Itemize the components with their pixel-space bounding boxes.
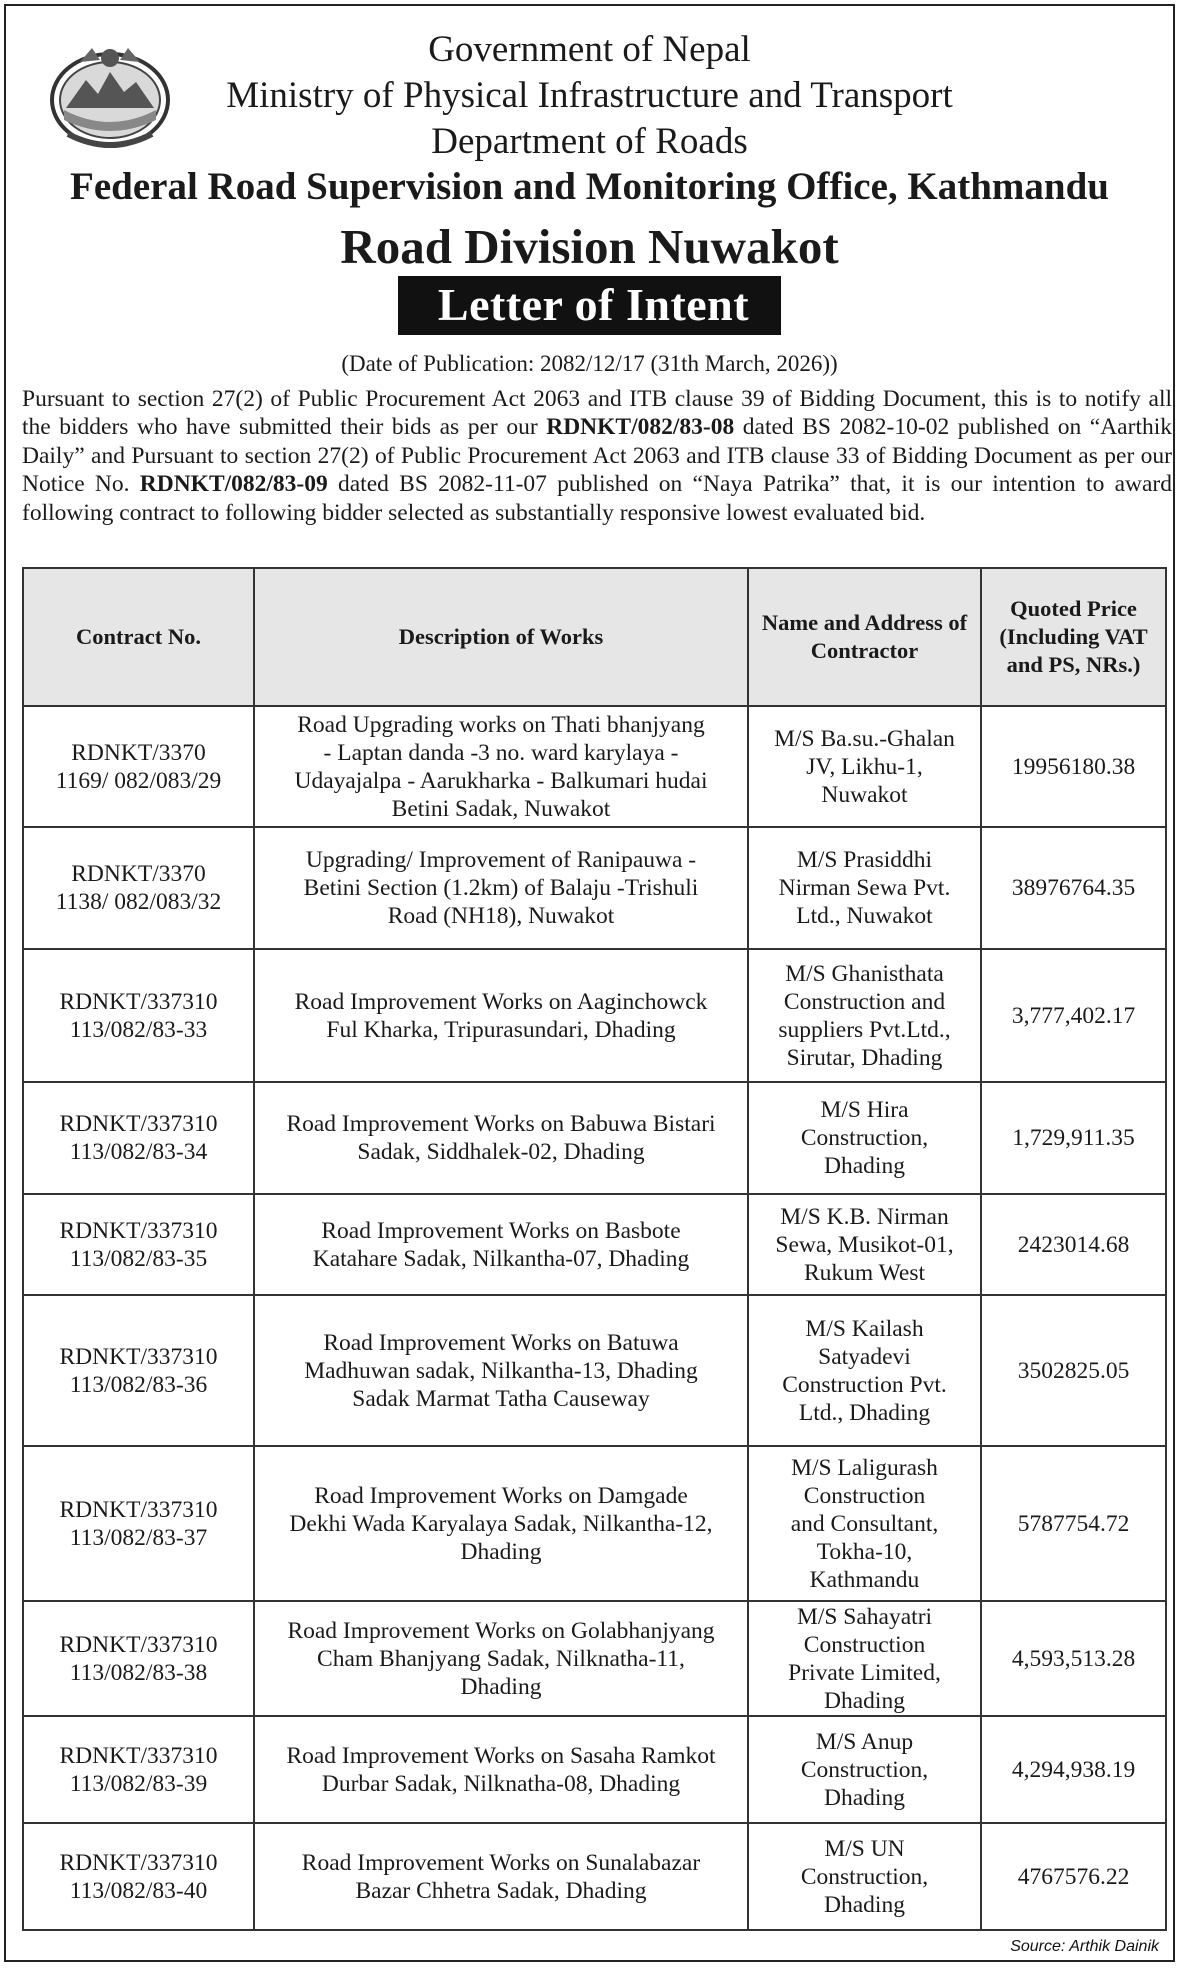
cell-contractor-line: Rukum West bbox=[803, 1259, 926, 1286]
cell-description bbox=[254, 827, 748, 949]
intro-paragraph bbox=[22, 385, 1172, 527]
cell-contractor-line: Kathmandu bbox=[809, 1566, 920, 1593]
cell-contract-no bbox=[23, 1194, 254, 1295]
cell-contractor-line: Dhading bbox=[824, 1687, 905, 1714]
cell-contract-no-line: 1169/ 082/083/29 bbox=[55, 767, 222, 794]
cell-contract-no-line: 113/082/83-38 bbox=[69, 1659, 208, 1686]
division-title: Road Division Nuwakot bbox=[340, 219, 839, 274]
cell-contract-no bbox=[23, 827, 254, 949]
notice-page bbox=[4, 4, 1175, 1962]
cell-description bbox=[254, 1082, 748, 1194]
cell-price: 5787754.72 bbox=[981, 1446, 1166, 1601]
cell-contractor-line: M/S Hira bbox=[820, 1097, 909, 1123]
intro-text-1: Pursuant to section 27(2) of Public Procurement Act 2063 and ITB clause 39 of Bidding Document, this is to notify all the bidders who have submitted their bids as per our bbox=[22, 386, 1172, 441]
cell-contract-no bbox=[23, 1082, 254, 1194]
cell-description-line: Cham Bhanjyang Sadak, Nilknatha-11, bbox=[317, 1645, 685, 1672]
cell-description-line: Upgrading/ Improvement of Ranipauwa - bbox=[305, 847, 697, 873]
cell-contractor-line: Sirutar, Dhading bbox=[786, 1044, 943, 1071]
cell-contractor-line: M/S Prasiddhi bbox=[796, 847, 933, 873]
table-row bbox=[23, 949, 1166, 1082]
office-line: Federal Road Supervision and Monitoring Office, Kathmandu bbox=[70, 165, 1109, 208]
cell-contractor-line: Dhading bbox=[824, 1784, 905, 1811]
cell-contractor bbox=[748, 1823, 981, 1930]
intro-text-2: dated BS 2082-10-02 published on “Aarthik Daily” and Pursuant to section 27(2) of Public Procurement Act 2063 and ITB clause 33 of Bidding Document as per our Notice No. bbox=[22, 414, 1172, 498]
cell-contractor-line: M/S Ba.su.-Ghalan bbox=[774, 725, 955, 752]
cell-description-line: Sadak Marmat Tatha Causeway bbox=[352, 1385, 650, 1412]
cell-contract-no-line: RDNKT/337310 bbox=[59, 1742, 218, 1769]
cell-contract-no-line: 113/082/83-37 bbox=[69, 1524, 208, 1551]
cell-price: 1,729,911.35 bbox=[981, 1082, 1166, 1194]
cell-description-line: Road Improvement Works on Batuwa bbox=[323, 1329, 679, 1356]
cell-price: 4,294,938.19 bbox=[981, 1716, 1166, 1823]
government-line: Government of Nepal bbox=[428, 29, 751, 70]
notice-title-banner bbox=[6, 276, 1173, 335]
award-table bbox=[22, 567, 1167, 1931]
cell-contractor-line: Construction bbox=[803, 1631, 926, 1658]
cell-contract-no-line: RDNKT/337310 bbox=[59, 1849, 218, 1876]
cell-description-line: Dhading bbox=[460, 1538, 542, 1565]
cell-contract-no-line: 1138/ 082/083/32 bbox=[55, 889, 222, 915]
cell-contractor-line: Ltd., Dhading bbox=[798, 1399, 931, 1426]
reference-number-2: RDNKT/082/83-09 bbox=[139, 471, 328, 498]
publication-date: (Date of Publication: 2082/12/17 (31th March, 2026)) bbox=[341, 351, 838, 376]
cell-description-line: Road Improvement Works on Damgade bbox=[314, 1482, 688, 1509]
cell-contractor-line: Nirman Sewa Pvt. bbox=[778, 875, 951, 901]
cell-contract-no bbox=[23, 1295, 254, 1446]
cell-contract-no-line: 113/082/83-40 bbox=[69, 1877, 208, 1904]
cell-contractor bbox=[748, 949, 981, 1082]
table-row bbox=[23, 706, 1166, 827]
cell-contractor-line: Construction, bbox=[800, 1863, 929, 1890]
source-credit: Source: Arthik Dainik bbox=[1010, 1938, 1159, 1955]
header-contract-no: Contract No. bbox=[23, 568, 254, 706]
cell-description bbox=[254, 706, 748, 827]
cell-contractor bbox=[748, 1716, 981, 1823]
cell-contractor bbox=[748, 1082, 981, 1194]
cell-contract-no-line: RDNKT/337310 bbox=[59, 1111, 218, 1137]
reference-number-1: RDNKT/082/83-08 bbox=[546, 414, 735, 441]
cell-contractor-line: Construction bbox=[803, 1482, 926, 1509]
cell-price: 38976764.35 bbox=[981, 827, 1166, 949]
cell-contractor-line: M/S K.B. Nirman bbox=[780, 1203, 949, 1230]
cell-contractor-line: M/S UN bbox=[824, 1835, 905, 1862]
table-row bbox=[23, 827, 1166, 949]
cell-contractor-line: Nuwakot bbox=[821, 781, 908, 808]
cell-contractor-line: M/S Laligurash bbox=[791, 1454, 938, 1481]
award-table-body bbox=[23, 706, 1166, 1930]
header-price: Quoted Price (Including VAT and PS, NRs.) bbox=[981, 568, 1166, 706]
table-row bbox=[23, 1194, 1166, 1295]
header-contractor: Name and Address of Contractor bbox=[748, 568, 981, 706]
cell-description-line: Road Improvement Works on Sunalabazar bbox=[301, 1849, 701, 1876]
cell-contractor-line: Tokha-10, bbox=[816, 1538, 913, 1565]
cell-description-line: Dhading bbox=[460, 1673, 542, 1700]
table-row bbox=[23, 1082, 1166, 1194]
header-description: Description of Works bbox=[254, 568, 748, 706]
cell-price: 19956180.38 bbox=[981, 706, 1166, 827]
cell-contract-no-line: RDNKT/337310 bbox=[59, 1496, 218, 1523]
cell-contractor bbox=[748, 1194, 981, 1295]
cell-description-line: - Laptan danda -3 no. ward karylaya - bbox=[323, 739, 679, 766]
cell-contract-no-line: RDNKT/3370 bbox=[71, 861, 206, 887]
cell-price: 4,593,513.28 bbox=[981, 1601, 1166, 1716]
table-row bbox=[23, 1601, 1166, 1716]
cell-contract-no-line: 113/082/83-39 bbox=[69, 1770, 208, 1797]
cell-contractor-line: Construction Pvt. bbox=[782, 1371, 947, 1398]
cell-contractor bbox=[748, 1295, 981, 1446]
cell-contract-no-line: 113/082/83-34 bbox=[69, 1139, 208, 1165]
cell-contractor bbox=[748, 827, 981, 949]
cell-contractor-line: Construction, bbox=[800, 1125, 929, 1151]
cell-contract-no-line: RDNKT/337310 bbox=[59, 1217, 218, 1244]
cell-description-line: Road (NH18), Nuwakot bbox=[387, 903, 615, 929]
cell-contract-no bbox=[23, 706, 254, 827]
table-row bbox=[23, 1295, 1166, 1446]
cell-description bbox=[254, 1194, 748, 1295]
cell-contractor-line: Dhading bbox=[824, 1153, 905, 1179]
cell-contractor-line: Private Limited, bbox=[788, 1659, 941, 1686]
cell-price: 4767576.22 bbox=[981, 1823, 1166, 1930]
cell-contract-no-line: RDNKT/337310 bbox=[59, 988, 218, 1015]
cell-description-line: Road Improvement Works on Golabhanjyang bbox=[287, 1617, 715, 1644]
cell-description-line: Bazar Chhetra Sadak, Dhading bbox=[355, 1877, 647, 1904]
cell-contract-no bbox=[23, 1601, 254, 1716]
cell-contract-no bbox=[23, 1446, 254, 1601]
cell-description bbox=[254, 1716, 748, 1823]
cell-contract-no-line: 113/082/83-36 bbox=[69, 1371, 208, 1398]
cell-contractor-line: Ltd., Nuwakot bbox=[796, 903, 933, 929]
cell-contract-no bbox=[23, 1823, 254, 1930]
cell-contractor-line: Sewa, Musikot-01, bbox=[775, 1231, 954, 1258]
cell-contractor-line: Satyadevi bbox=[818, 1343, 911, 1370]
cell-contract-no bbox=[23, 1716, 254, 1823]
ministry-line: Ministry of Physical Infrastructure and Transport bbox=[226, 75, 953, 116]
cell-contract-no-line: 113/082/83-33 bbox=[69, 1016, 208, 1043]
cell-contractor-line: Construction, bbox=[800, 1756, 929, 1783]
cell-contractor bbox=[748, 1601, 981, 1716]
cell-description-line: Road Improvement Works on Basbote bbox=[321, 1217, 681, 1244]
cell-description-line: Road Improvement Works on Babuwa Bistari bbox=[286, 1111, 716, 1137]
cell-description-line: Betini Sadak, Nuwakot bbox=[391, 795, 611, 822]
cell-contract-no-line: RDNKT/3370 bbox=[71, 739, 206, 766]
cell-contractor-line: Dhading bbox=[824, 1891, 905, 1918]
cell-contractor-line: M/S Sahayatri bbox=[796, 1603, 933, 1630]
cell-contractor-line: M/S Anup bbox=[815, 1728, 914, 1755]
cell-description-line: Ful Kharka, Tripurasundari, Dhading bbox=[326, 1016, 676, 1043]
cell-description-line: Road Improvement Works on Sasaha Ramkot bbox=[286, 1742, 716, 1769]
notice-title: Letter of Intent bbox=[398, 276, 781, 335]
table-row bbox=[23, 1823, 1166, 1930]
table-row bbox=[23, 1446, 1166, 1601]
cell-description-line: Road Upgrading works on Thati bhanjyang bbox=[297, 711, 705, 738]
cell-contract-no-line: RDNKT/337310 bbox=[59, 1343, 218, 1370]
cell-price: 3,777,402.17 bbox=[981, 949, 1166, 1082]
intro-text-3: dated BS 2082-11-07 published on “Naya Patrika” that, it is our intention to award following contract to following bidder selected as substantially responsive lowest evaluated bid. bbox=[22, 471, 1172, 526]
department-line: Department of Roads bbox=[431, 121, 748, 162]
cell-contractor-line: M/S Kailash bbox=[805, 1315, 924, 1342]
cell-contractor-line: M/S Ghanisthata bbox=[785, 960, 944, 987]
cell-description-line: Betini Section (1.2km) of Balaju -Trishuli bbox=[303, 875, 699, 901]
cell-description-line: Dekhi Wada Karyalaya Sadak, Nilkantha-12, bbox=[289, 1510, 713, 1537]
cell-description-line: Durbar Sadak, Nilknatha-08, Dhading bbox=[321, 1770, 681, 1797]
cell-contract-no-line: RDNKT/337310 bbox=[59, 1631, 218, 1658]
cell-price: 3502825.05 bbox=[981, 1295, 1166, 1446]
cell-description-line: Katahare Sadak, Nilkantha-07, Dhading bbox=[312, 1245, 690, 1272]
table-header-row bbox=[23, 568, 1166, 706]
table-row bbox=[23, 1716, 1166, 1823]
cell-contractor bbox=[748, 1446, 981, 1601]
cell-description bbox=[254, 1823, 748, 1930]
cell-description-line: Sadak, Siddhalek-02, Dhading bbox=[357, 1139, 645, 1165]
cell-description bbox=[254, 949, 748, 1082]
cell-contractor-line: Construction and bbox=[783, 988, 946, 1015]
cell-description-line: Udayajalpa - Aarukharka - Balkumari hudai bbox=[294, 767, 708, 794]
cell-contract-no bbox=[23, 949, 254, 1082]
cell-description bbox=[254, 1601, 748, 1716]
cell-description-line: Madhuwan sadak, Nilkantha-13, Dhading bbox=[304, 1357, 698, 1384]
cell-description bbox=[254, 1295, 748, 1446]
cell-description bbox=[254, 1446, 748, 1601]
cell-contractor-line: and Consultant, bbox=[790, 1510, 939, 1537]
cell-contract-no-line: 113/082/83-35 bbox=[69, 1245, 208, 1272]
cell-contractor-line: JV, Likhu-1, bbox=[806, 753, 923, 780]
cell-contractor-line: suppliers Pvt.Ltd., bbox=[778, 1016, 951, 1043]
cell-description-line: Road Improvement Works on Aaginchowck bbox=[294, 988, 708, 1015]
cell-contractor bbox=[748, 706, 981, 827]
cell-price: 2423014.68 bbox=[981, 1194, 1166, 1295]
